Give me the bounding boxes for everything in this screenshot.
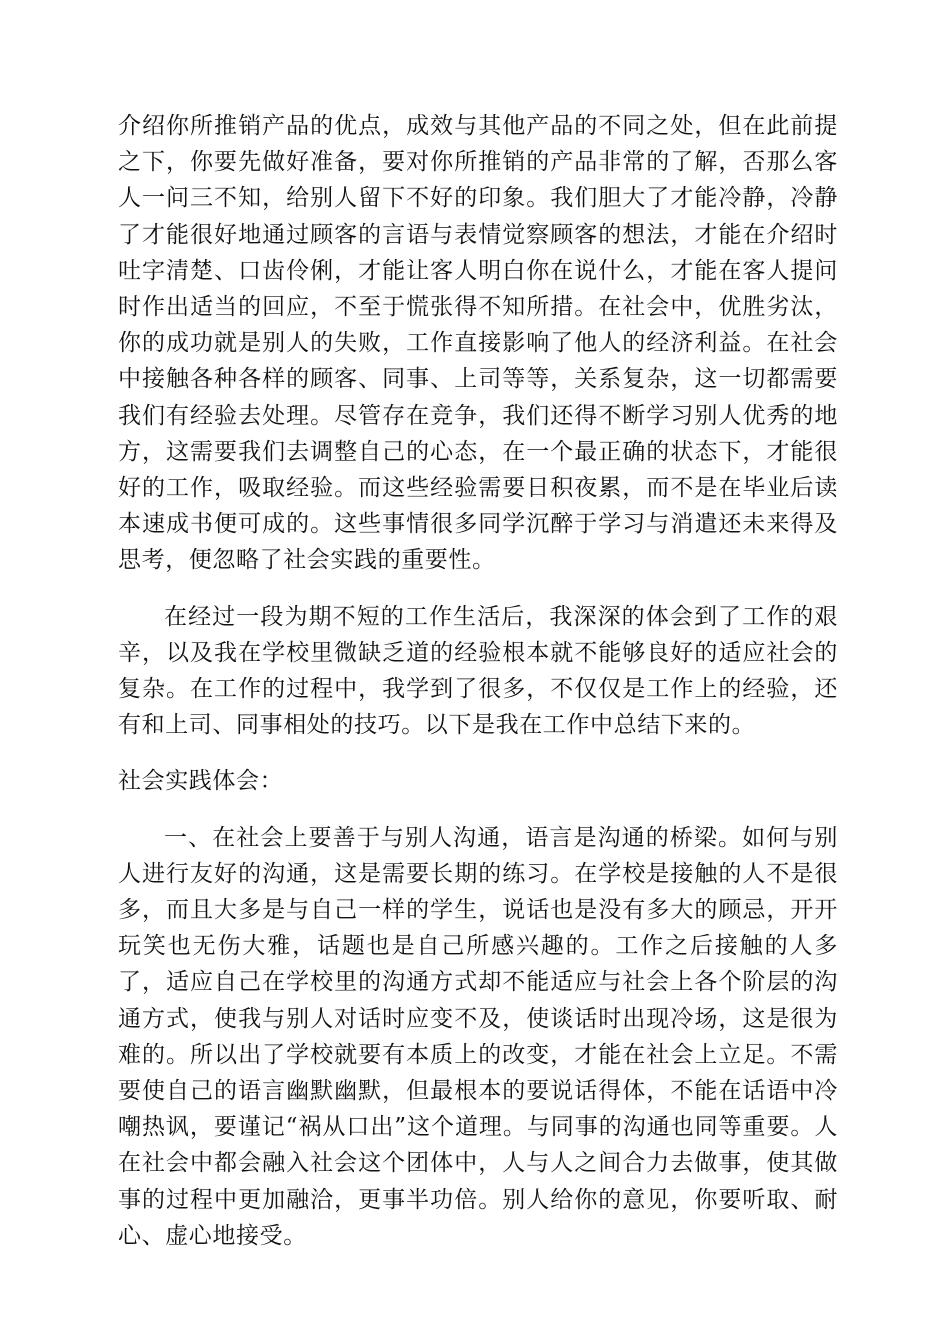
paragraph-communication-point-one: 一、在社会上要善于与别人沟通，语言是沟通的桥梁。如何与别人进行友好的沟通，这是需要长期的练习。在学校是接触的人不是很多，而且大多是与自己一样的学生，说话也是没有多大的顾忌，开开玩笑也无伤大雅，话题也是自己所感兴趣的。工作之后接触的人多了，适应自己在学校里的沟通方式却不能适应与社会上各个阶层的沟通方式，使我与别人对话时应变不及，使谈话时出现冷场，这是很为难的。所以出了学校就要有本质上的改变，才能在社会上立足。不需要使自己的语言幽默幽默，但最根本的要说话得体，不能在话语中冷嘲热讽，要谨记“祸从口出”这个道理。与同事的沟通也同等重要。人在社会中都会融入社会这个团体中，人与人之间合力去做事，使其做事的过程中更加融洽，更事半功倍。别人给你的意见，你要听取、耐心、虚心地接受。 <box>118 824 838 1249</box>
section-heading-practice-insights: 社会实践体会： <box>118 768 284 795</box>
paragraph-sales-experience: 介绍你所推销产品的优点，成效与其他产品的不同之处，但在此前提之下，你要先做好准备，要对你所推销的产品非常的了解，否那么客人一问三不知，给别人留下不好的印象。我们胆大了才能冷静，冷静了才能很好地通过顾客的言语与表情觉察顾客的想法，才能在介绍时吐字清楚、口齿伶俐，才能让客人明白你在说什么，才能在客人提问时作出适当的回应，不至于慌张得不知所措。在社会中，优胜劣汰，你的成功就是别人的失败，工作直接影响了他人的经济利益。在社会中接触各种各样的顾客、同事、上司等等，关系复杂，这一切都需要我们有经验去处理。尽管存在竞争，我们还得不断学习别人优秀的地方，这需要我们去调整自己的心态，在一个最正确的状态下，才能很好的工作，吸取经验。而这些经验需要日积夜累，而不是在毕业后读本速成书便可成的。这些事情很多同学沉醉于学习与消遣还未来得及思考，便忽略了社会实践的重要性。 <box>118 113 838 574</box>
paragraph-work-reflection: 在经过一段为期不短的工作生活后，我深深的体会到了工作的艰辛，以及我在学校里微缺乏道的经验根本就不能够良好的适应社会的复杂。在工作的过程中，我学到了很多，不仅仅是工作上的经验，还有和上司、同事相处的技巧。以下是我在工作中总结下来的。 <box>118 603 838 739</box>
document-body <box>118 108 838 1254</box>
